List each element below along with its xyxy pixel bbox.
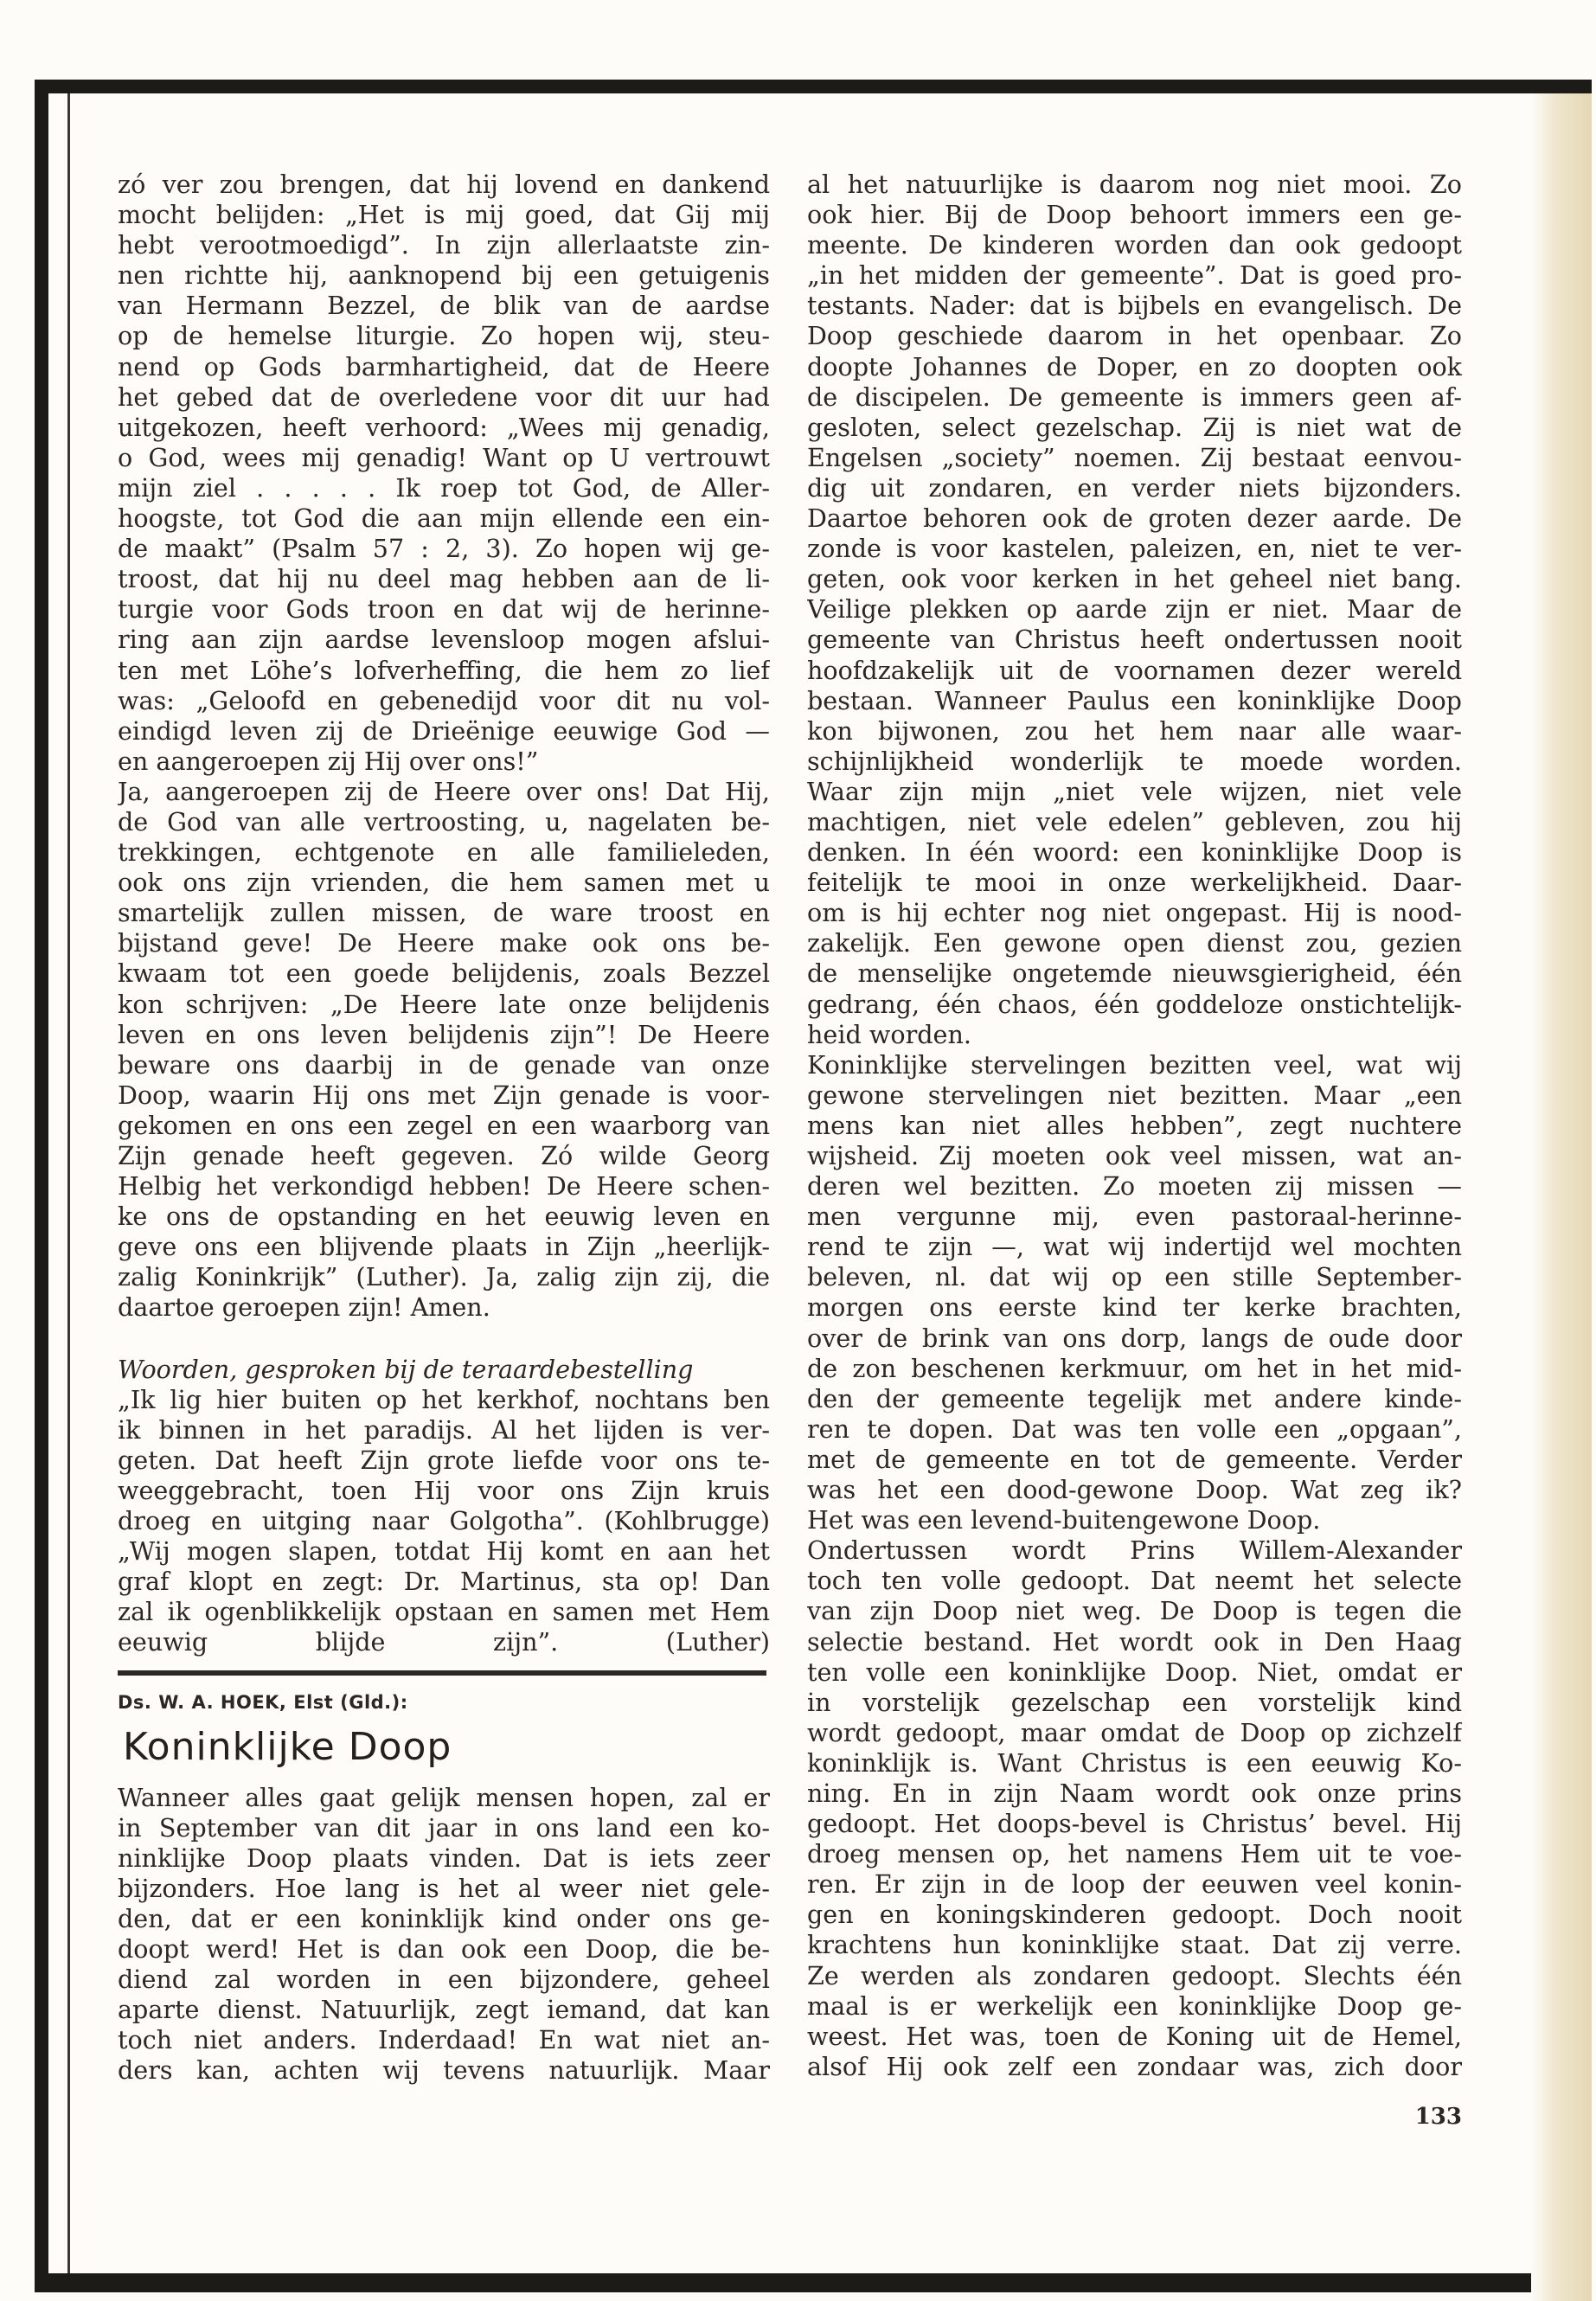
text-line: ring aan zijn aardse levensloop mogen afslui-	[118, 625, 770, 655]
text-line: toch ten volle gedoopt. Dat neemt het selecte	[807, 1566, 1462, 1596]
text-line: kon schrijven: „De Heere late onze belijdenis	[118, 989, 770, 1019]
text-line: Koninklijke stervelingen bezitten veel, wat wij	[807, 1049, 1462, 1080]
text-line: daartoe geroepen zijn! Amen.	[118, 1292, 490, 1323]
text-line: o God, wees mij genadig! Want op U vertrouwt	[118, 442, 770, 472]
text-line: was: „Geloofd en gebenedijd voor dit nu vol-	[118, 685, 770, 715]
text-line: was het een dood-gewone Doop. Wat zeg ik?	[807, 1475, 1462, 1505]
text-line: ook ons zijn vrienden, die hem samen met u	[118, 868, 770, 898]
text-line: in vorstelijk gezelschap een vorstelijk kind	[807, 1687, 1462, 1717]
left-gutter-line	[67, 93, 70, 2292]
text-line: bijstand geve! De Heere make ook ons be-	[118, 928, 770, 958]
text-line: den der gemeente tegelijk met andere kinde-	[807, 1383, 1462, 1413]
text-line: machtigen, niet vele edelen” gebleven, zou hij	[807, 806, 1462, 836]
article-headline: Koninklijke Doop	[123, 1724, 452, 1769]
text-line: geve ons een blijvende plaats in Zijn „heerlijk-	[118, 1232, 770, 1262]
text-line: eindigd leven zij de Drieënige eeuwige God —	[118, 715, 770, 746]
text-line: weest. Het was, toen de Koning uit de Hemel,	[807, 2021, 1462, 2051]
text-line: zal ik ogenblikkelijk opstaan en samen met Hem	[118, 1597, 770, 1627]
text-line: kon bijwonen, zou het hem naar alle waar-	[807, 715, 1462, 746]
text-line: over de brink van ons dorp, langs de oude door	[807, 1323, 1462, 1353]
text-line: bestaan. Wanneer Paulus een koninklijke Doop	[807, 685, 1462, 715]
text-line: al het natuurlijke is daarom nog niet mooi. Zo	[807, 170, 1462, 199]
text-line: hoofdzakelijk uit de voornamen dezer wereld	[807, 655, 1462, 685]
text-line: selectie bestand. Het wordt ook in Den Haag	[807, 1626, 1462, 1657]
text-line: turgie voor Gods troon en dat wij de herinne-	[118, 594, 770, 625]
text-line: gesloten, select gezelschap. Zij is niet wat de	[807, 412, 1462, 442]
text-line: meente. De kinderen worden dan ook gedoopt	[807, 230, 1462, 260]
right-column	[807, 170, 1462, 2082]
text-line: de discipelen. De gemeente is immers geen af-	[807, 381, 1462, 412]
text-line: dig uit zondaren, en verder niets bijzonders.	[807, 472, 1462, 503]
text-line: gedrang, één chaos, één goddeloze onstichtelijk-	[807, 989, 1462, 1019]
text-line: Doop geschiede daarom in het openbaar. Zo	[807, 321, 1462, 351]
text-line: geten, ook voor kerken in het geheel niet bang.	[807, 564, 1462, 594]
text-line: de zon beschenen kerkmuur, om het in het mid-	[807, 1353, 1462, 1383]
text-line: diend zal worden in een bijzondere, geheel	[118, 1965, 770, 1995]
text-line: mens kan niet alles hebben”, zegt nuchtere	[807, 1110, 1462, 1140]
text-line: Ondertussen wordt Prins Willem-Alexander	[807, 1535, 1462, 1566]
text-line: graf klopt en zegt: Dr. Martinus, sta op! Dan	[118, 1567, 770, 1597]
text-line: den, dat er een koninklijk kind onder ons ge-	[118, 1903, 770, 1933]
text-line: de God van alle vertroosting, u, nagelaten be-	[118, 806, 770, 836]
text-line: zó ver zou brengen, dat hij lovend en dankend	[118, 170, 770, 199]
text-line: aparte dienst. Natuurlijk, zegt iemand, dat kan	[118, 1995, 770, 2025]
text-line: beware ons daarbij in de genade van onze	[118, 1049, 770, 1080]
text-line: Helbig het verkondigd hebben! De Heere schen-	[118, 1171, 770, 1202]
burial-words-heading: Woorden, gesproken bij de teraardebestelling	[118, 1354, 694, 1384]
text-line: „Wij mogen slapen, totdat Hij komt en aan het	[118, 1536, 770, 1567]
text-line: gekomen en ons een zegel en een waarborg van	[118, 1110, 770, 1140]
text-line: wordt gedoopt, maar omdat de Doop op zichzelf	[807, 1717, 1462, 1747]
text-line: „Ik lig hier buiten op het kerkhof, nochtans ben	[118, 1384, 770, 1414]
text-line: mocht belijden: „Het is mij goed, dat Gij mij	[118, 200, 770, 230]
top-binding-rule	[35, 80, 1592, 93]
text-line: koninklijk is. Want Christus is een eeuwig Ko-	[807, 1747, 1462, 1778]
text-line: de maakt” (Psalm 57 : 2, 3). Zo hopen wij ge-	[118, 534, 770, 564]
text-line: zalig Koninkrijk” (Luther). Ja, zalig zijn zij, die	[118, 1262, 770, 1292]
section-divider	[118, 1670, 766, 1676]
text-line: zakelijk. Een gewone open dienst zou, gezien	[807, 928, 1462, 958]
text-line: denken. In één woord: een koninklijke Doop is	[807, 837, 1462, 868]
text-line: men vergunne mij, even pastoraal-herinne-	[807, 1202, 1462, 1232]
text-line: bijzonders. Hoe lang is het al weer niet gele-	[118, 1873, 770, 1903]
text-line: ik binnen in het paradijs. Al het lijden is ver-	[118, 1414, 770, 1445]
text-line: weeggebracht, toen Hij voor ons Zijn kruis	[118, 1475, 770, 1505]
text-line: van Hermann Bezzel, de blik van de aardse	[118, 291, 770, 321]
page-number: 133	[1414, 2104, 1462, 2130]
text-line: uitgekozen, heeft verhoord: „Wees mij genadig,	[118, 412, 770, 442]
text-line: doopte Johannes de Doper, en zo doopten ook	[807, 351, 1462, 381]
text-line: ten met Löhe’s lofverheffing, die hem zo lief	[118, 655, 770, 685]
text-line: „in het midden der gemeente”. Dat is goed pro-	[807, 260, 1462, 291]
text-line: ren te dopen. Dat was ten volle een „opgaan”,	[807, 1413, 1462, 1444]
text-line: heid worden.	[807, 1019, 971, 1049]
text-line: droeg mensen op, het namens Hem uit te voe-	[807, 1839, 1462, 1869]
left-column	[118, 170, 770, 2086]
text-line: leven en ons leven belijdenis zijn”! De Heere	[118, 1019, 770, 1049]
text-line: droeg en uitging naar Golgotha”. (Kohlbrugge)	[118, 1506, 770, 1536]
text-line: toch niet anders. Inderdaad! En wat niet an-	[118, 2025, 770, 2055]
text-line: Ja, aangeroepen zij de Heere over ons! Dat Hij,	[118, 776, 770, 806]
text-line: ook hier. Bij de Doop behoort immers een ge-	[807, 200, 1462, 230]
text-line: testants. Nader: dat is bijbels en evangelisch. De	[807, 291, 1462, 321]
text-line: met de gemeente en tot de gemeente. Verder	[807, 1444, 1462, 1474]
text-line: maal is er werkelijk een koninklijke Doop ge-	[807, 1990, 1462, 2021]
text-line: troost, dat hij nu deel mag hebben aan de li-	[118, 564, 770, 594]
text-line: morgen ons eerste kind ter kerke brachten,	[807, 1292, 1462, 1323]
text-line: Het was een levend-buitengewone Doop.	[807, 1505, 1321, 1535]
text-line: feitelijk te mooi in onze werkelijkheid. Daar-	[807, 868, 1462, 898]
text-line: gemeente van Christus heeft ondertussen nooit	[807, 625, 1462, 655]
text-line: Wanneer alles gaat gelijk mensen hopen, zal er	[118, 1782, 770, 1812]
text-line: Engelsen „society” noemen. Zij bestaat eenvou-	[807, 442, 1462, 472]
text-line: gedoopt. Het doops-bevel is Christus’ bevel. Hij	[807, 1809, 1462, 1839]
page-edge-shadow	[1531, 93, 1592, 2301]
text-line: van zijn Doop niet weg. De Doop is tegen die	[807, 1596, 1462, 1626]
text-line: rend te zijn —, wat wij indertijd wel mochten	[807, 1232, 1462, 1262]
text-line: nend op Gods barmhartigheid, dat de Heere	[118, 351, 770, 381]
bottom-binding-rule	[35, 2273, 1531, 2292]
text-line: alsof Hij ook zelf een zondaar was, zich door	[807, 2051, 1462, 2081]
text-line: de menselijke ongetemde nieuwsgierigheid, één	[807, 958, 1462, 989]
text-line: ke ons de opstanding en het eeuwig leven en	[118, 1202, 770, 1232]
text-line: Zijn genade heeft gegeven. Zó wilde Georg	[118, 1141, 770, 1170]
left-binding-edge	[35, 80, 48, 2292]
text-line: hoogste, tot God die aan mijn ellende een ein-	[118, 503, 770, 534]
text-line: het gebed dat de overledene voor dit uur had	[118, 381, 770, 412]
text-line: en aangeroepen zij Hij over ons!”	[118, 746, 539, 776]
text-line: ninklijke Doop plaats vinden. Dat is iets zeer	[118, 1843, 770, 1873]
text-line: Waar zijn mijn „niet vele wijzen, niet vele	[807, 776, 1462, 806]
text-line: ren. Er zijn in de loop der eeuwen veel konin-	[807, 1869, 1462, 1900]
text-line: deren wel bezitten. Zo moeten zij missen —	[807, 1171, 1462, 1202]
obituary-text-continued	[118, 170, 770, 1324]
text-line: in September van dit jaar in ons land een ko-	[118, 1812, 770, 1843]
text-line: ning. En in zijn Naam wordt ook onze prins	[807, 1778, 1462, 1808]
text-line: op de hemelse liturgie. Zo hopen wij, steu-	[118, 321, 770, 351]
text-line: gen en koningskinderen gedoopt. Doch nooit	[807, 1900, 1462, 1930]
text-line: doopt werd! Het is dan ook een Doop, die be-	[118, 1933, 770, 1964]
text-line: mijn ziel . . . . . Ik roep tot God, de Aller-	[118, 472, 770, 503]
text-line: nen richtte hij, aanknopend bij een getuigenis	[118, 260, 770, 291]
article-body-text	[807, 170, 1462, 2082]
article-intro-text	[118, 1783, 770, 2086]
text-line: Veilige plekken op aarde zijn er niet. Maar de	[807, 594, 1462, 625]
text-line: eeuwig blijde zijn”. (Luther)	[118, 1627, 770, 1657]
text-line: schijnlijkheid wonderlijk te moede worden.	[807, 746, 1462, 776]
text-line: Doop, waarin Hij ons met Zijn genade is voor-	[118, 1080, 770, 1110]
text-line: geten. Dat heeft Zijn grote liefde voor ons te-	[118, 1445, 770, 1475]
text-line: ten volle een koninklijke Doop. Niet, omdat er	[807, 1657, 1462, 1687]
text-line: Ze werden als zondaren gedoopt. Slechts één	[807, 1960, 1462, 1990]
text-line: hebt verootmoedigd”. In zijn allerlaatste zin-	[118, 230, 770, 260]
article-byline: Ds. W. A. HOEK, Elst (Gld.):	[118, 1691, 408, 1713]
text-line: ders kan, achten wij tevens natuurlijk. Maar	[118, 2055, 770, 2086]
text-line: beleven, nl. dat wij op een stille September-	[807, 1262, 1462, 1292]
burial-words-text	[118, 1385, 770, 1658]
text-line: smartelijk zullen missen, de ware troost en	[118, 898, 770, 928]
text-line: zonde is voor kastelen, paleizen, en, niet te ver-	[807, 534, 1462, 564]
text-line: wijsheid. Zij moeten ook veel missen, wat an-	[807, 1141, 1462, 1170]
text-line: Daartoe behoren ook de groten dezer aarde. De	[807, 503, 1462, 534]
text-line: kwaam tot een goede belijdenis, zoals Bezzel	[118, 958, 770, 989]
text-line: krachtens hun koninklijke staat. Dat zij verre.	[807, 1930, 1462, 1960]
text-line: trekkingen, echtgenote en alle familieleden,	[118, 837, 770, 868]
text-line: om is hij echter nog niet ongepast. Hij is nood-	[807, 898, 1462, 928]
text-line: gewone stervelingen niet bezitten. Maar „een	[807, 1080, 1462, 1110]
